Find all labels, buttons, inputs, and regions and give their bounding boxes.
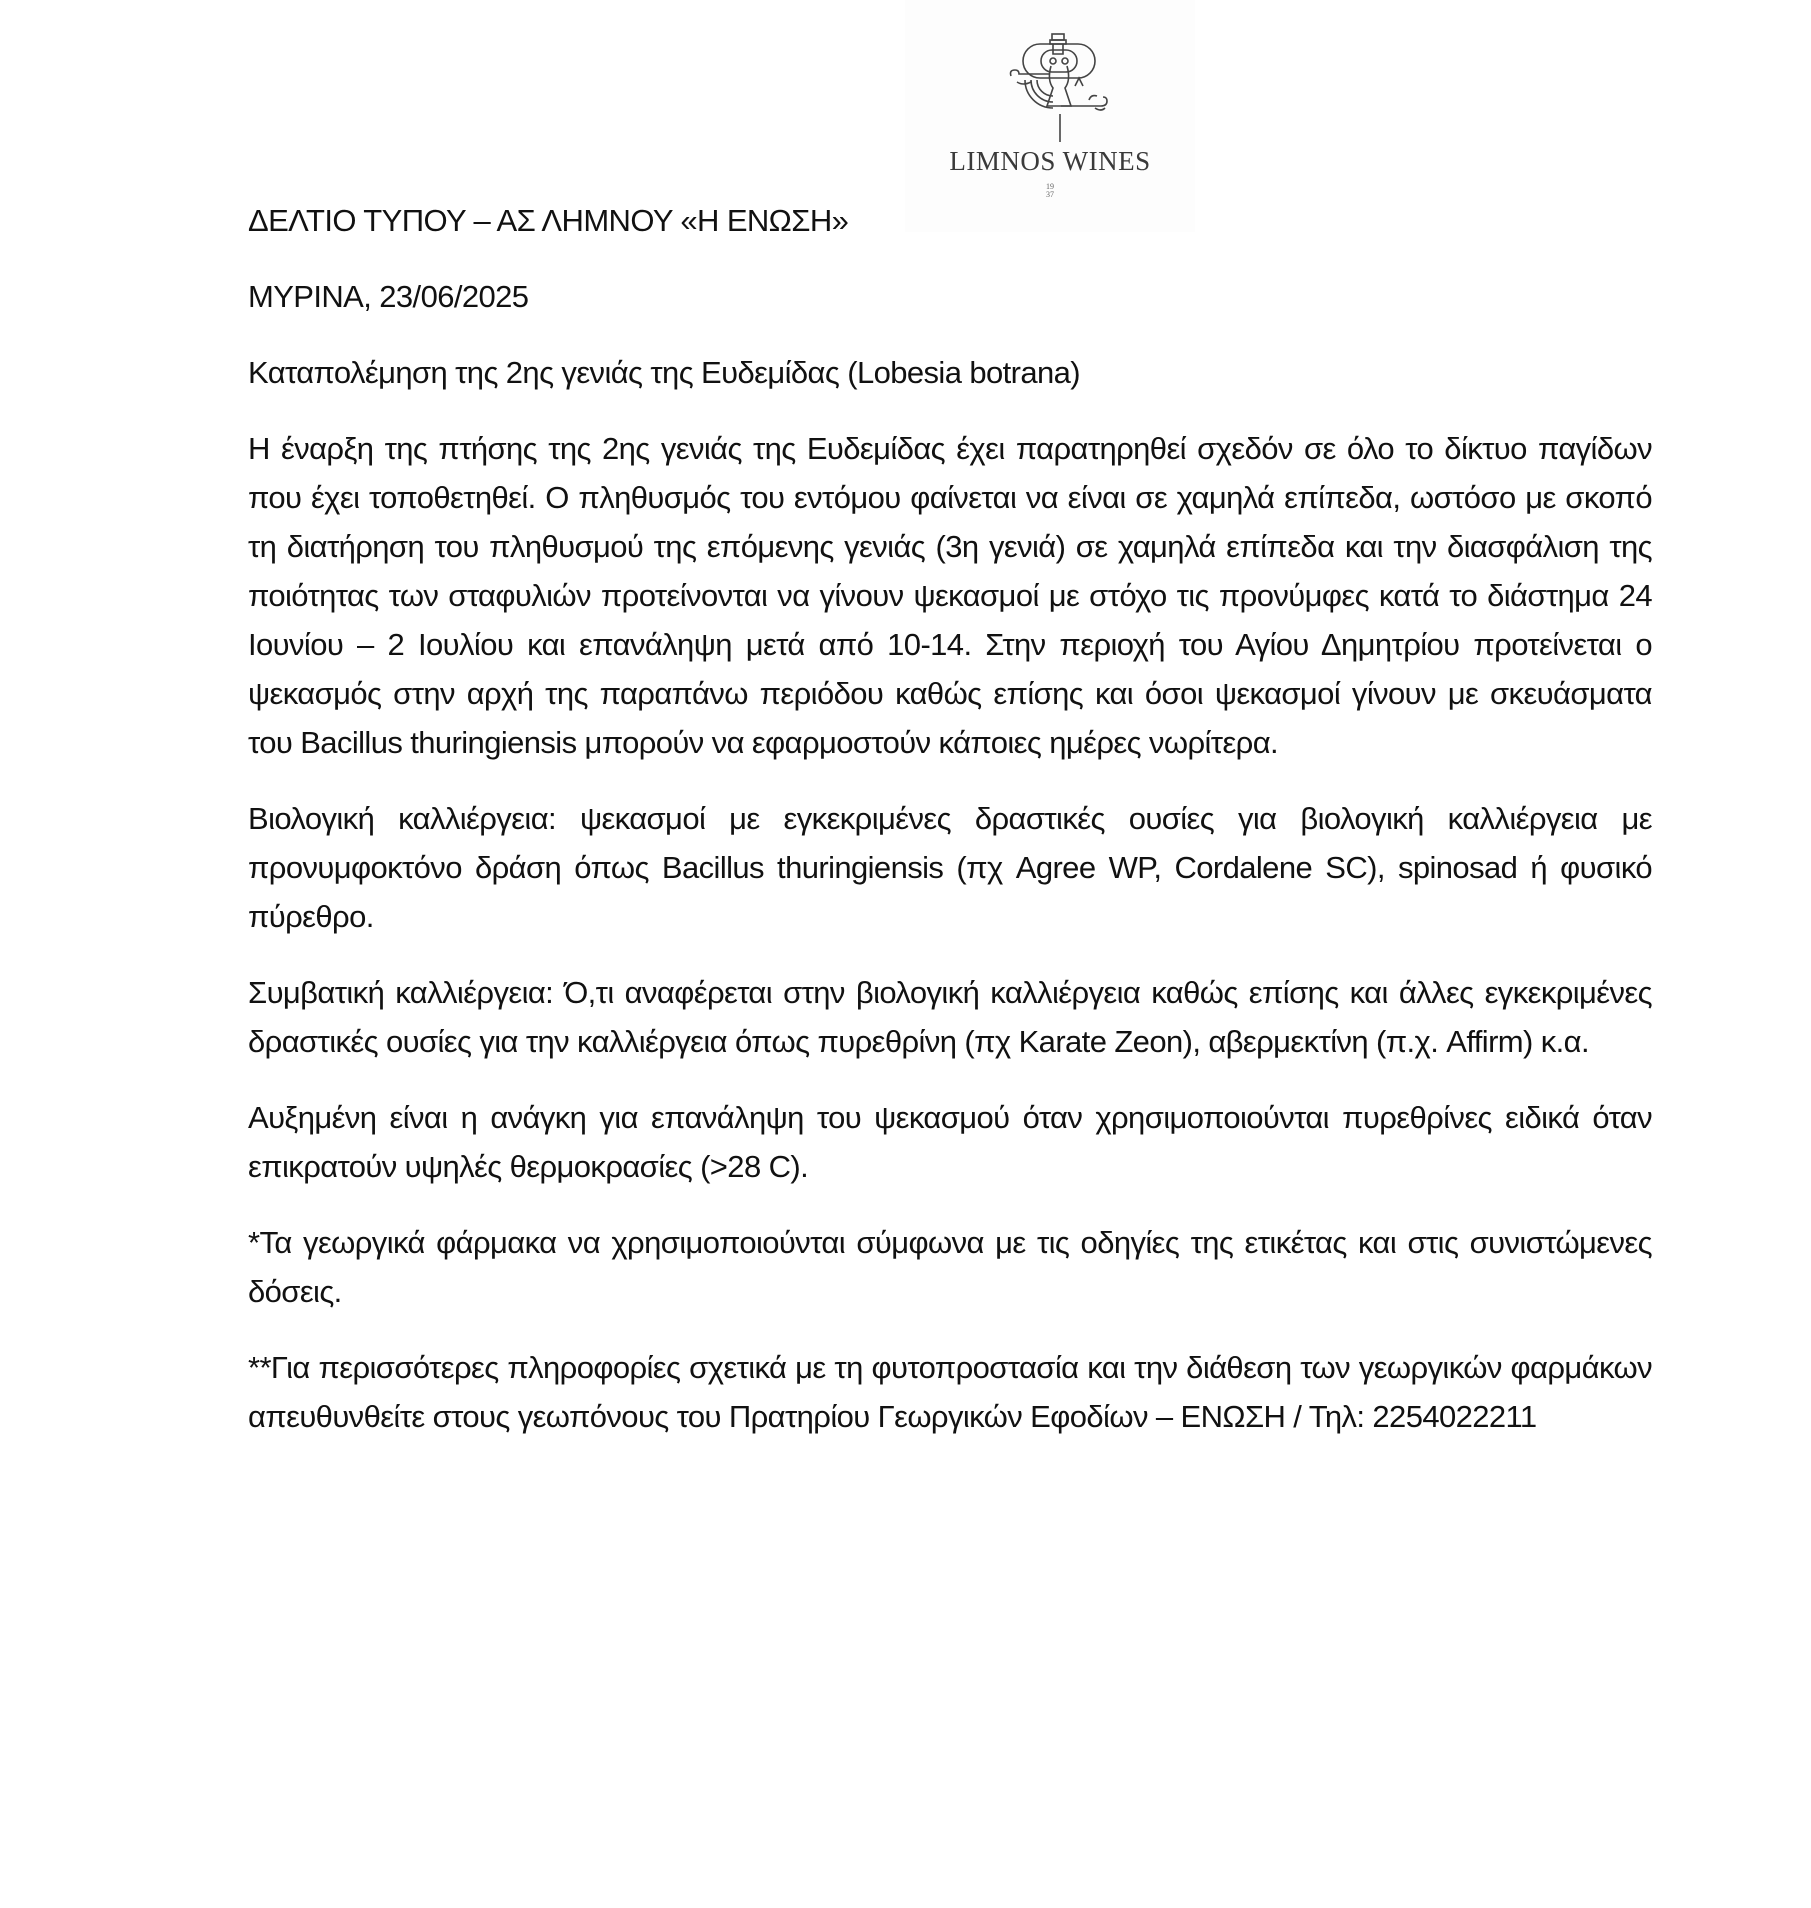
note-contact-info: **Για περισσότερες πληροφορίες σχετικά με τη φυτοπροστασία και την διάθεση των γεωργικών φαρμάκων απευθυνθείτε στους γεωπόνους του Πρατηρίου Γεωργικών Εφοδίων – ΕΝΩΣΗ / Τηλ: 2254022211 xyxy=(248,1350,1652,1434)
amphora-emblem-icon xyxy=(1005,30,1115,145)
place-date: ΜΥΡΙΝΑ, 23/06/2025 xyxy=(248,279,529,314)
paragraph-conventional-farming: Συμβατική καλλιέργεια: Ό,τι αναφέρεται στην βιολογική καλλιέργεια καθώς επίσης και άλλες εγκεκριμένες δραστικές ουσίες για την καλλιέργεια όπως πυρεθρίνη (πχ Karate Zeon), αβερμεκτίνη (π.χ. Affirm) κ.α. xyxy=(248,975,1652,1059)
brand-year-top: 19 xyxy=(1046,182,1054,191)
press-release xyxy=(248,196,1652,1468)
paragraph-overview: Η έναρξη της πτήσης της 2ης γενιάς της Ευδεμίδας έχει παρατηρηθεί σχεδόν σε όλο το δίκτυο παγίδων που έχει τοποθετηθεί. Ο πληθυσμός του εντόμου φαίνεται να είναι σε χαμηλά επίπεδα, ωστόσο με σκοπό τη διατήρηση του πληθυσμού της επόμενης γενιάς (3η γενιά) σε χαμηλά επίπεδα και την διασφάλιση της ποιότητας των σταφυλιών προτείνονται να γίνουν ψεκασμοί με στόχο τις προνύμφες κατά το διάστημα 24 Ιουνίου – 2 Ιουλίου και επανάληψη μετά από 10-14. Στην περιοχή του Αγίου Δημητρίου προτείνεται ο ψεκασμός στην αρχή της παραπάνω περιόδου καθώς επίσης και όσοι ψεκασμοί γίνουν με σκευάσματα του Bacillus thuringiensis μπορούν να εφαρμοστούν κάποιες ημέρες νωρίτερα. xyxy=(248,431,1652,760)
paragraph-repeat-spraying: Αυξημένη είναι η ανάγκη για επανάληψη του ψεκασμού όταν χρησιμοποιούνται πυρεθρίνες ειδικά όταν επικρατούν υψηλές θερμοκρασίες (>28 C). xyxy=(248,1100,1652,1184)
brand-year-bottom: 37 xyxy=(1046,190,1054,199)
document-title: ΔΕΛΤΙΟ ΤΥΠΟΥ – ΑΣ ΛΗΜΝΟΥ «Η ΕΝΩΣΗ» xyxy=(248,203,849,238)
brand-name: LIMNOS WINES xyxy=(949,146,1151,176)
paragraph-organic-farming: Βιολογική καλλιέργεια: ψεκασμοί με εγκεκριμένες δραστικές ουσίες για βιολογική καλλιέργεια με προνυμφοκτόνο δράση όπως Bacillus thuringiensis (πχ Agree WP, Cordalene SC), spinosad ή φυσικό πύρεθρο. xyxy=(248,801,1652,934)
note-label-usage: *Τα γεωργικά φάρμακα να χρησιμοποιούνται σύμφωνα με τις οδηγίες της ετικέτας και στις συνιστώμενες δόσεις. xyxy=(248,1225,1652,1309)
document-subject: Καταπολέμηση της 2ης γενιάς της Ευδεμίδας (Lobesia botrana) xyxy=(248,355,1081,390)
